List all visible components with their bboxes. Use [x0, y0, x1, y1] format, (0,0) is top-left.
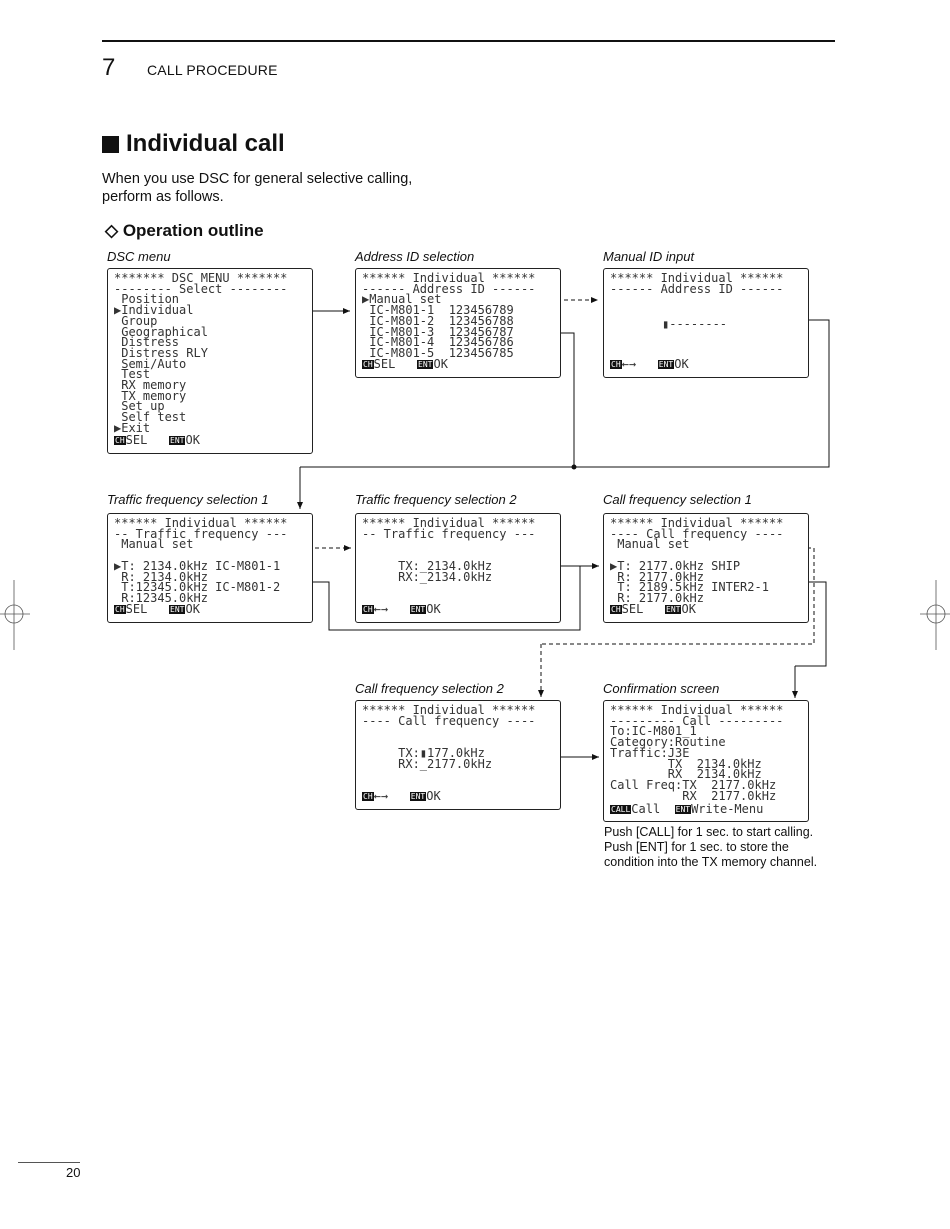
caption-traffic1: Traffic frequency selection 1: [107, 492, 269, 507]
lcd-key-2-label: OK: [185, 433, 200, 447]
lcd-line: IC-M801-1 123456789: [362, 303, 514, 318]
lcd-line: Manual set: [114, 537, 194, 552]
lcd-manual-id: [603, 268, 809, 378]
lcd-line: TX:▮177.0kHz: [362, 745, 485, 760]
lcd-key-2-label: OK: [433, 357, 448, 371]
intro-text: When you use DSC for general selective calling, perform as follows.: [102, 171, 413, 205]
lcd-line: Test: [114, 367, 151, 382]
lcd-line: Group: [114, 313, 158, 328]
lcd-line: ------ Address ID ------: [610, 281, 784, 296]
caption-confirm: Confirmation screen: [603, 681, 720, 696]
lcd-key-1: CH: [363, 605, 373, 614]
lcd-footer: [362, 791, 441, 802]
lcd-line: -------- Select --------: [114, 281, 288, 296]
lcd-footer: [362, 359, 448, 370]
lcd-line: ****** Individual ******: [610, 271, 784, 285]
lcd-line: ▶Individual: [114, 303, 194, 318]
lcd-line: ****** Individual ******: [610, 516, 784, 530]
lcd-line: RX memory: [114, 378, 187, 392]
lcd-line: IC-M801-3 123456787: [362, 324, 514, 339]
lcd-key-1-label: ←→: [373, 789, 389, 803]
chapter-title: CALL PROCEDURE: [147, 62, 278, 78]
footer-rule: [18, 1162, 80, 1163]
lcd-line: Category:Routine: [610, 735, 726, 750]
lcd-line: Set up: [114, 399, 165, 414]
lcd-key-1-label: SEL: [125, 602, 148, 616]
lcd-footer: [114, 435, 200, 446]
junction-dot: [572, 465, 577, 470]
instruction-note: Push [CALL] for 1 sec. to start calling. Push [ENT] for 1 sec. to store the condition into the TX memory channel.: [604, 825, 818, 869]
lcd-key-2-label: Write-Menu: [691, 802, 764, 816]
lcd-traffic2: [355, 513, 561, 623]
lcd-key-2: ENT: [170, 436, 185, 445]
lcd-line: IC-M801-4 123456786: [362, 335, 514, 350]
page-number: 20: [66, 1165, 81, 1180]
lcd-footer: [610, 604, 696, 615]
lcd-footer: [114, 604, 200, 615]
lcd-key-2-label: OK: [674, 357, 689, 371]
lcd-line: RX:_2134.0kHz: [362, 569, 493, 584]
lcd-key-1-label: SEL: [373, 357, 396, 371]
lcd-line: ---- Call frequency ----: [610, 526, 784, 541]
lcd-line: TX 2134.0kHz: [610, 756, 762, 771]
lcd-line: ****** Individual ******: [362, 703, 536, 717]
lcd-key-1: CH: [115, 605, 125, 614]
lcd-line: -- Traffic frequency ---: [362, 526, 536, 541]
lcd-line: ****** Individual ******: [362, 516, 536, 530]
lcd-line: Manual set: [610, 537, 690, 552]
lcd-key-2: ENT: [410, 792, 426, 801]
lcd-line: To:IC-M801_1: [610, 724, 697, 739]
lcd-dsc-menu: [107, 268, 313, 454]
lcd-address-id: [355, 268, 561, 378]
lcd-line: RX:_2177.0kHz: [362, 756, 493, 771]
lcd-line: R: 2177.0kHz: [610, 569, 704, 584]
lcd-key-2: ENT: [418, 360, 433, 369]
lcd-key-2-label: OK: [426, 789, 441, 803]
caption-call1: Call frequency selection 1: [603, 492, 752, 507]
lcd-key-2-label: OK: [185, 602, 200, 616]
lcd-line: R: 2134.0kHz: [114, 569, 208, 584]
lcd-line: Traffic:J3E: [610, 745, 690, 760]
lcd-line: Geographical: [114, 324, 208, 339]
chapter-number: 7: [102, 54, 116, 81]
lcd-footer: [610, 359, 689, 370]
lcd-line: R: 2177.0kHz: [610, 590, 704, 605]
lcd-line: TX memory: [114, 388, 187, 403]
lcd-footer: [610, 804, 763, 815]
lcd-line: Position: [114, 292, 180, 307]
lcd-key-1-label: ←→: [621, 357, 637, 371]
lcd-call2: [355, 700, 561, 810]
lcd-line: ---- Call frequency ----: [362, 713, 536, 728]
lcd-key-2: ENT: [170, 605, 185, 614]
lcd-line: ******* DSC MENU *******: [114, 271, 288, 285]
lcd-line: Call Freq:TX 2177.0kHz: [610, 777, 777, 792]
lcd-key-1-label: SEL: [125, 433, 148, 447]
lcd-traffic1: [107, 513, 313, 623]
caption-address-id: Address ID selection: [355, 249, 475, 264]
lcd-key-2: ENT: [675, 805, 691, 814]
lcd-line: Semi/Auto: [114, 356, 187, 371]
lcd-line: ▶Manual set: [362, 292, 442, 307]
lcd-line: IC-M801-5 123456785: [362, 345, 514, 360]
lcd-key-2-label: OK: [426, 602, 441, 616]
lcd-key-2-label: OK: [681, 602, 696, 616]
lcd-call1: [603, 513, 809, 623]
lcd-line: RX 2134.0kHz: [610, 767, 762, 782]
lcd-line: T: 2189.5kHz INTER2-1: [610, 580, 769, 595]
lcd-key-2: ENT: [658, 360, 674, 369]
lcd-line: ****** Individual ******: [610, 703, 784, 717]
lcd-line: --------- Call ---------: [610, 713, 784, 728]
lcd-key-1: CH: [611, 360, 621, 369]
section-title-text: Individual call: [126, 130, 285, 157]
caption-dsc-menu: DSC menu: [107, 249, 171, 264]
lcd-key-1: CH: [611, 605, 621, 614]
lcd-key-1: CH: [363, 360, 373, 369]
lcd-line: ▶Exit: [114, 420, 151, 435]
lcd-key-2: ENT: [666, 605, 681, 614]
lcd-line: ▶T: 2134.0kHz IC-M801-1: [114, 558, 281, 573]
lcd-key-1-label: Call: [631, 802, 661, 816]
diamond-icon: ◇: [105, 221, 119, 240]
lcd-line: ****** Individual ******: [114, 516, 288, 530]
caption-traffic2: Traffic frequency selection 2: [355, 492, 517, 507]
lcd-confirm: [603, 700, 809, 822]
subsection-title-text: Operation outline: [122, 221, 264, 240]
lcd-key-1: CH: [363, 792, 373, 801]
lcd-line: R:12345.0kHz: [114, 590, 208, 605]
lcd-line: T:12345.0kHz IC-M801-2: [114, 580, 281, 595]
lcd-key-1: CALL: [611, 805, 631, 814]
lcd-key-1-label: ←→: [373, 602, 389, 616]
lcd-line: IC-M801-2 123456788: [362, 313, 514, 328]
lcd-line: ****** Individual ******: [362, 271, 536, 285]
lcd-line: Distress: [114, 335, 180, 350]
caption-manual-id: Manual ID input: [603, 249, 695, 264]
lcd-line: ------ Address ID ------: [362, 281, 536, 296]
lcd-line: TX:_2134.0kHz: [362, 558, 493, 573]
lcd-key-1: CH: [115, 436, 125, 445]
lcd-footer: [362, 604, 441, 615]
lcd-id-entry: ▮--------: [662, 317, 728, 331]
lcd-line: ▶T: 2177.0kHz SHIP: [610, 558, 741, 573]
lcd-line: Self test: [114, 410, 187, 425]
lcd-line: RX 2177.0kHz: [610, 788, 777, 803]
lcd-key-1-label: SEL: [621, 602, 644, 616]
lcd-line: -- Traffic frequency ---: [114, 526, 288, 541]
lcd-line: Distress RLY: [114, 345, 208, 360]
lcd-key-2: ENT: [410, 605, 426, 614]
caption-call2: Call frequency selection 2: [355, 681, 504, 696]
